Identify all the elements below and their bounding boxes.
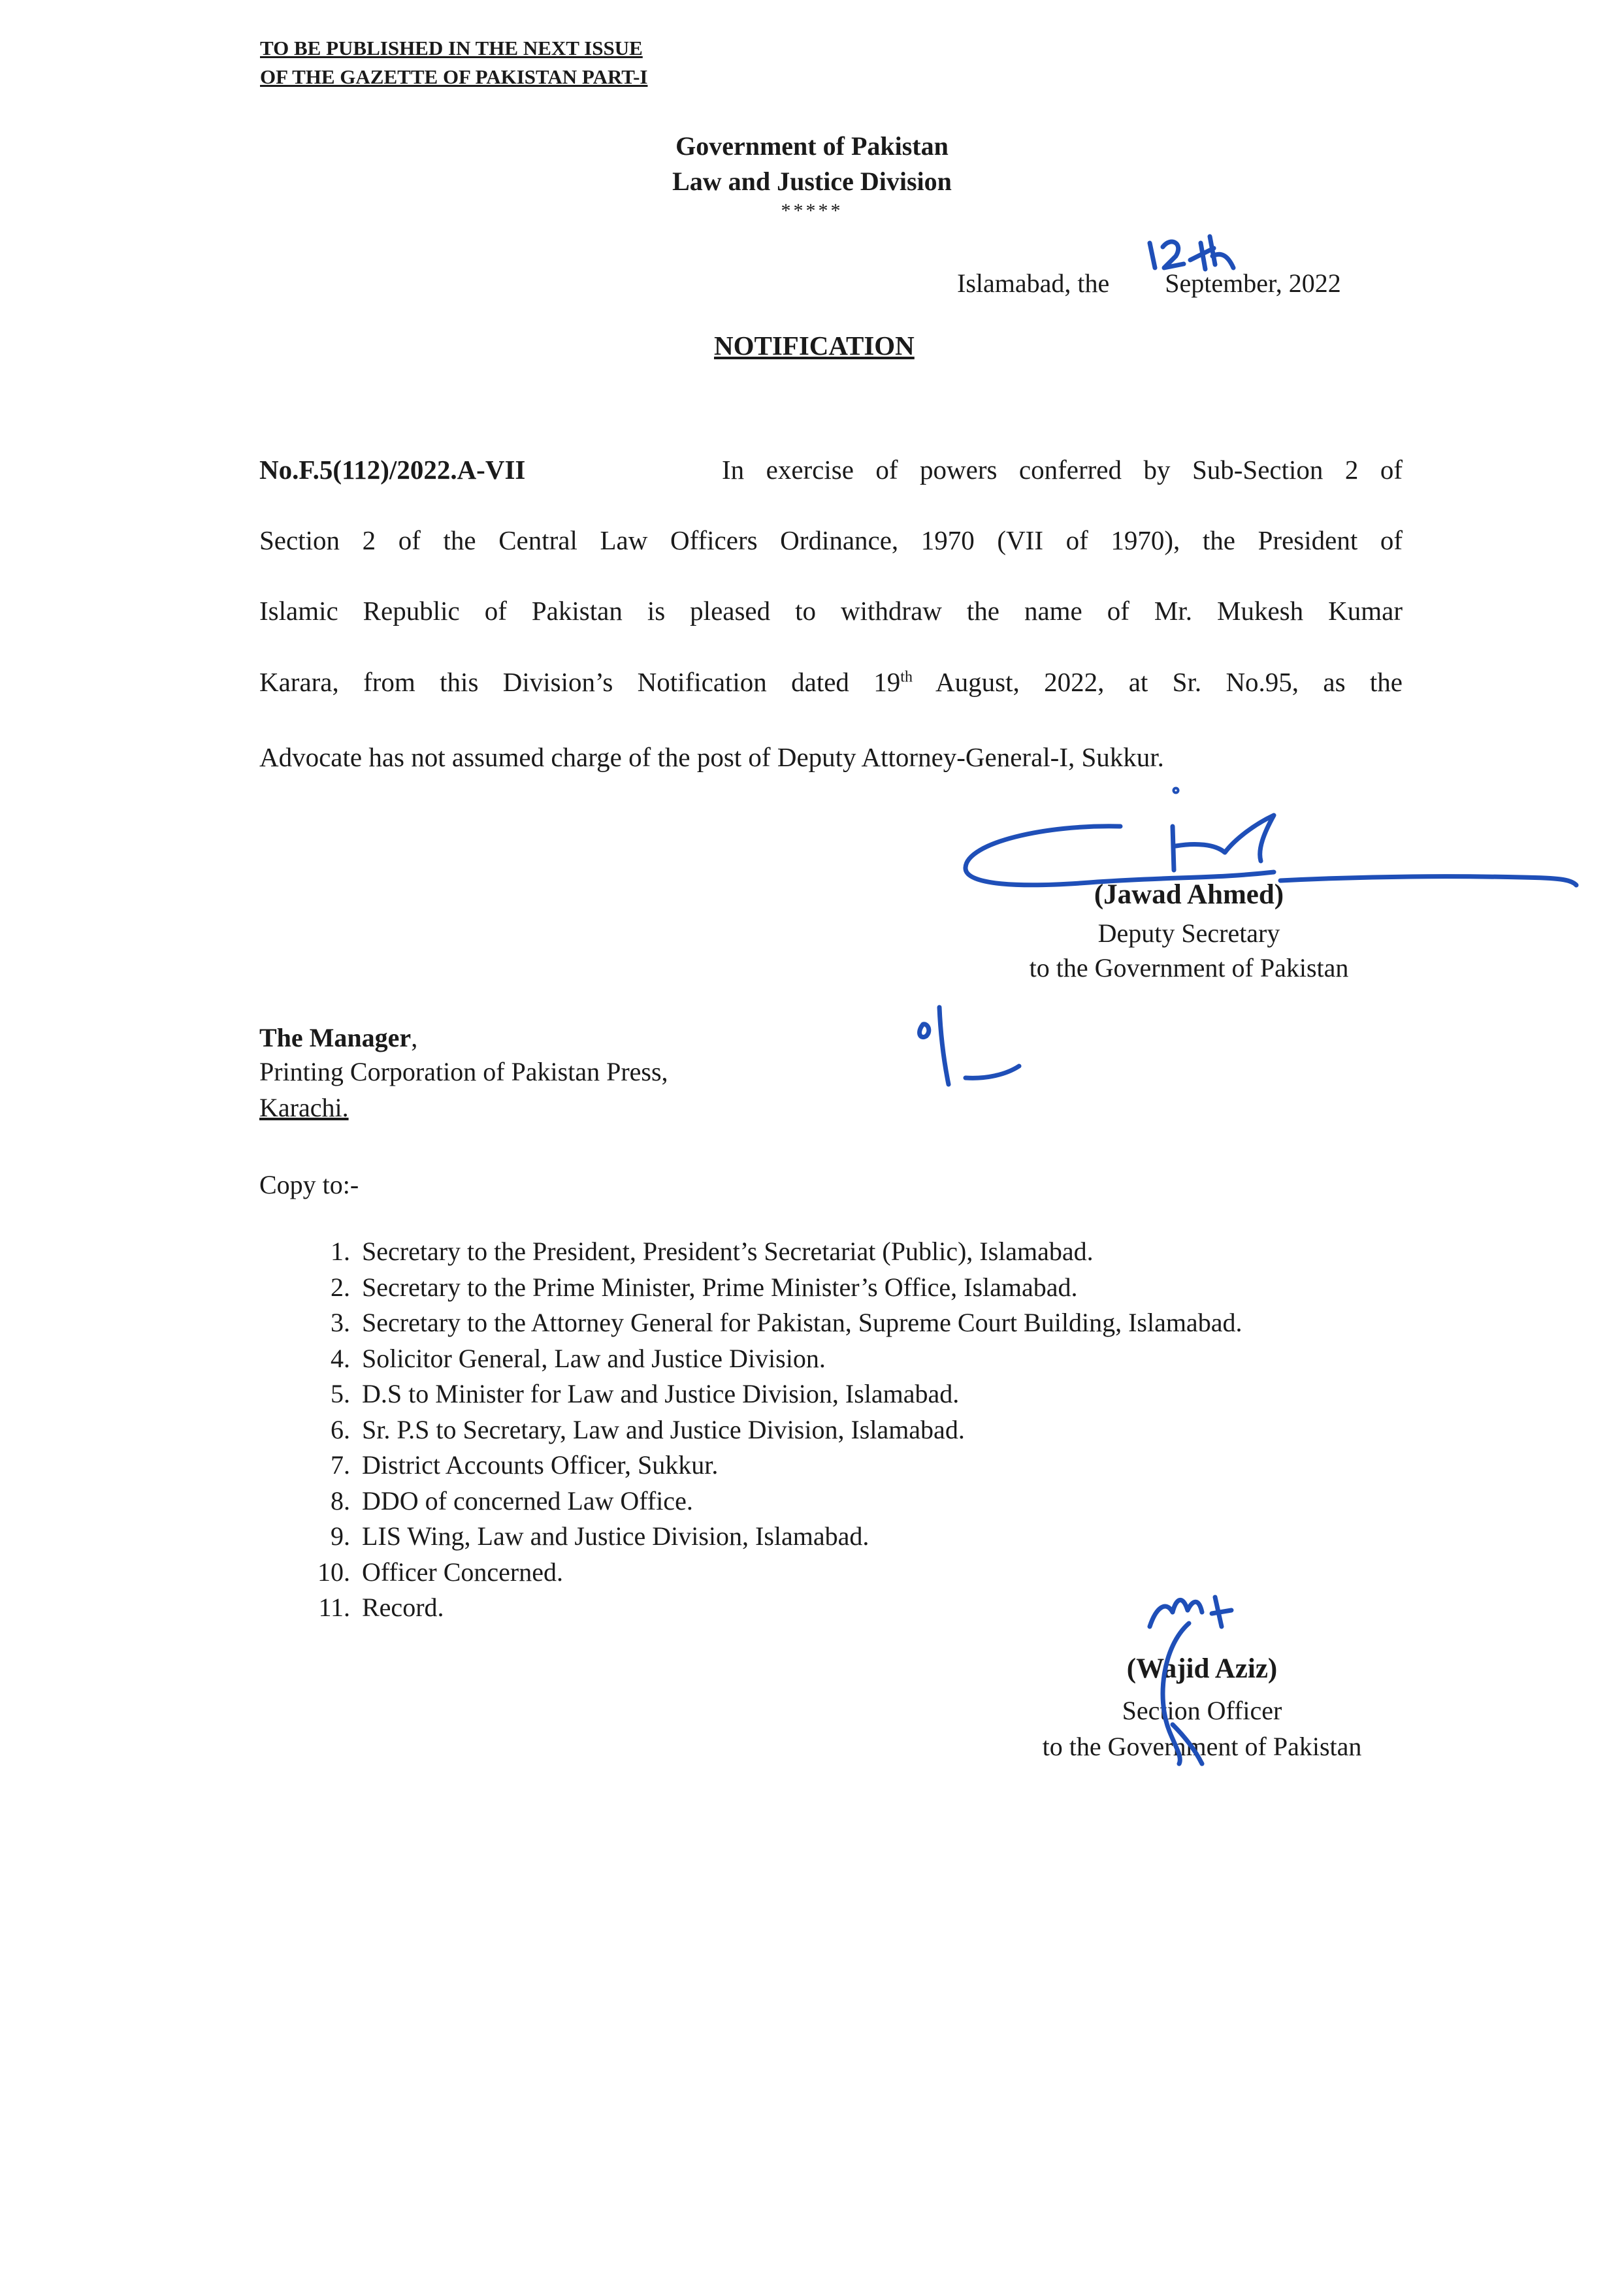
signatory-1-org: to the Government of Pakistan	[1029, 953, 1349, 982]
body-line-4-post: August, 2022, at Sr. No.95, as the	[912, 667, 1403, 697]
list-item-text: DDO of concerned Law Office.	[362, 1485, 693, 1516]
list-item-number: 3.	[331, 1308, 350, 1337]
list-item-number: 5.	[331, 1379, 350, 1408]
body-line-4-pre: Karara, from this Division’s Notification dated 19	[259, 667, 901, 697]
list-item-text: Officer Concerned.	[362, 1557, 564, 1587]
body-line-1: In exercise of powers conferred by Sub-Section 2 of	[722, 455, 1403, 485]
list-item-text: D.S to Minister for Law and Justice Division, Islamabad.	[362, 1379, 960, 1408]
signatory-1-designation: Deputy Secretary	[1097, 918, 1280, 948]
reference-number: No.F.5(112)/2022.A-VII	[259, 455, 526, 485]
list-item-text: Solicitor General, Law and Justice Division.	[362, 1343, 826, 1373]
copy-to-label: Copy to:-	[259, 1170, 359, 1199]
addressee-title-text: The Manager	[259, 1023, 412, 1052]
list-item-number: 8.	[331, 1485, 350, 1516]
division-heading: Law and Justice Division	[672, 167, 952, 196]
list-item-number: 10.	[317, 1557, 350, 1587]
list-item-text: District Accounts Officer, Sukkur.	[362, 1450, 719, 1480]
addressee-city: Karachi.	[259, 1093, 349, 1122]
list-item-number: 4.	[331, 1343, 350, 1373]
list-item-number: 9.	[331, 1521, 350, 1551]
signatory-2-name: (Wajid Aziz)	[1126, 1653, 1278, 1684]
signatory-2-designation: Section Officer	[1122, 1696, 1282, 1725]
list-item-text: Sr. P.S to Secretary, Law and Justice Division, Islamabad.	[362, 1414, 965, 1444]
addressee-comma: ,	[411, 1023, 418, 1052]
handwritten-date-mark	[1150, 236, 1233, 269]
signatory-2-org: to the Government of Pakistan	[1042, 1732, 1362, 1761]
list-item-number: 7.	[331, 1450, 350, 1480]
date-place: Islamabad, the	[957, 268, 1110, 298]
body-line-3: Islamic Republic of Pakistan is pleased to withdraw the name of Mr. Mukesh Kumar	[259, 596, 1403, 626]
signature-wajid-aziz	[1150, 1597, 1231, 1764]
list-item-number: 6.	[331, 1414, 350, 1444]
list-item-text: LIS Wing, Law and Justice Division, Islamabad.	[362, 1521, 869, 1551]
gazette-line-1: TO BE PUBLISHED IN THE NEXT ISSUE	[260, 37, 643, 59]
list-item-number: 11.	[318, 1593, 350, 1622]
list-item-text: Secretary to the President, President’s Secretariat (Public), Islamabad.	[362, 1237, 1094, 1266]
list-item-text: Secretary to the Prime Minister, Prime Minister’s Office, Islamabad.	[362, 1272, 1078, 1302]
list-item-text: Secretary to the Attorney General for Pakistan, Supreme Court Building, Islamabad.	[362, 1308, 1242, 1337]
marginal-initial-mark	[920, 1007, 1019, 1084]
addressee-org: Printing Corporation of Pakistan Press,	[259, 1057, 668, 1086]
gazette-line-2: OF THE GAZETTE OF PAKISTAN PART-I	[260, 65, 648, 88]
signature-jawad-ahmed	[966, 789, 1576, 885]
notification-title: NOTIFICATION	[714, 331, 915, 361]
signatory-1-name: (Jawad Ahmed)	[1094, 879, 1284, 910]
body-line-5: Advocate has not assumed charge of the post of Deputy Attorney-General-I, Sukkur.	[259, 742, 1164, 772]
ordinal-suffix: th	[900, 668, 913, 686]
list-item-number: 2.	[331, 1272, 350, 1302]
list-item-number: 1.	[331, 1237, 350, 1266]
government-heading: Government of Pakistan	[675, 131, 949, 161]
date-month-year: September, 2022	[1165, 268, 1341, 298]
list-item-text: Record.	[362, 1593, 444, 1622]
heading-stars: *****	[781, 200, 843, 221]
body-line-2: Section 2 of the Central Law Officers Ordinance, 1970 (VII of 1970), the President of	[259, 525, 1403, 555]
